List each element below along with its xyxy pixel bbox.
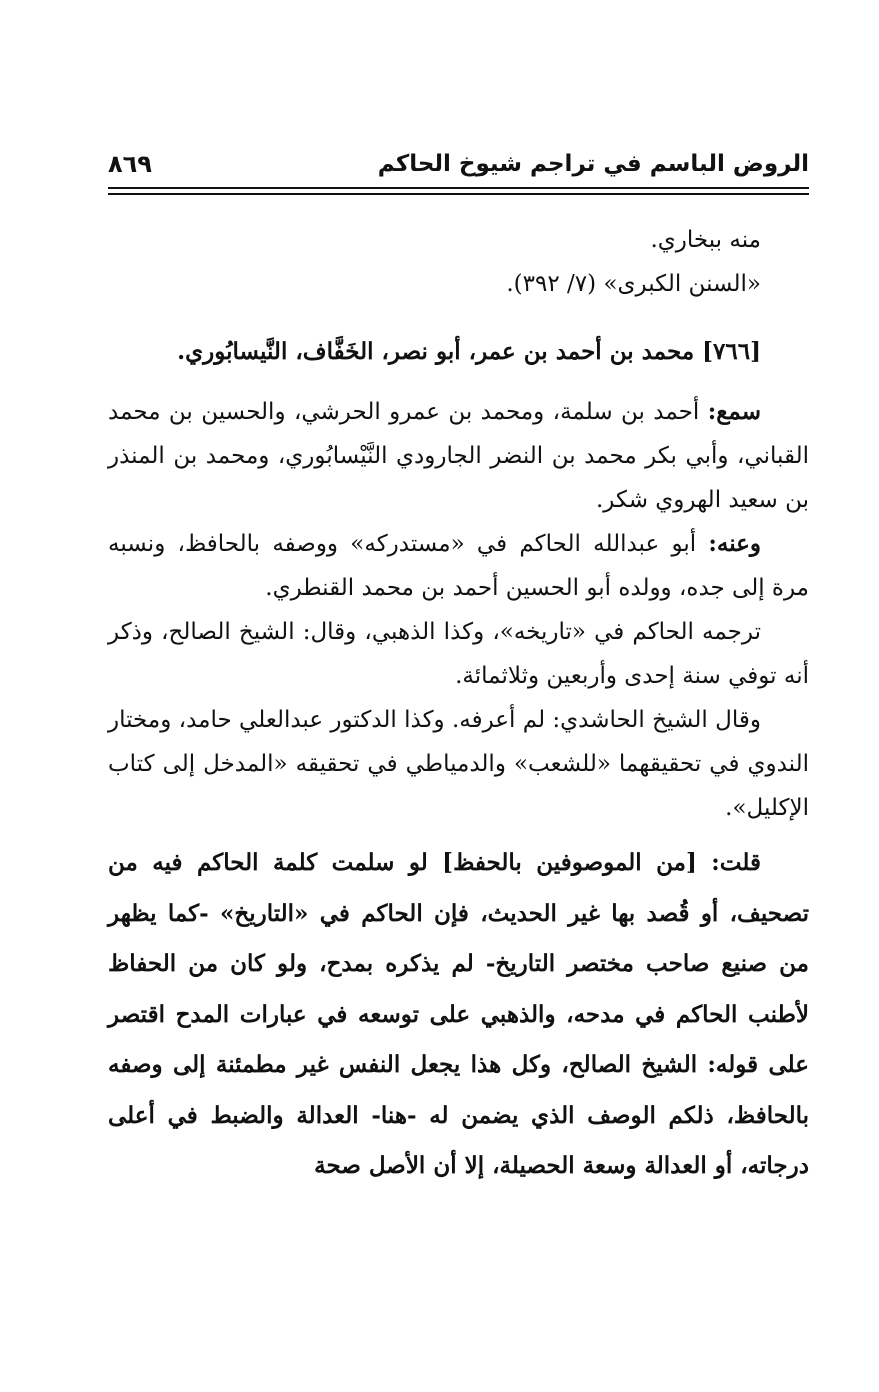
sama-label: سمع:	[707, 398, 762, 425]
citation-line: «السنن الكبرى» (٧/ ٣٩٢).	[506, 271, 761, 297]
header-rule-thick	[108, 187, 809, 189]
paragraph-qultu: قلت: [من الموصوفين بالحفظ] لو سلمت كلمة الحاكم فيه من تصحيف، أو قُصد بها غير الحديث، فإن الحاكم في «التاريخ» -كما يظهر من صنيع صاحب مختصر التاريخ- لم يذكره بمدح، ولو كان من الحفاظ لأطنب الحاكم في مدحه، والذهبي على توسعه في عبارات المدح اقتصر على قوله: الشيخ الصالح، وكل هذا يجعل النفس غير مطمئنة إلى وصفه بالحافظ، ذلكم الوصف الذي يضمن له -هنا- العدالة والضبط في أعلى درجاته، أو العدالة وسعة الحصيلة، إلا أن الأصل صحة	[108, 849, 809, 1179]
anhu-text: أبو عبدالله الحاكم في «مستدركه» ووصفه بالحافظ، ونسبه مرة إلى جده، وولده أبو الحسين أحمد بن محمد القنطري.	[108, 531, 809, 601]
text-line: منه ببخاري.	[650, 227, 761, 253]
spacer	[108, 378, 809, 390]
page-number: ٨٦٩	[108, 150, 152, 178]
paragraph-tarjama: ترجمه الحاكم في «تاريخه»، وكذا الذهبي، وقال: الشيخ الصالح، وذكر أنه توفي سنة إحدى وأربعين وثلاثمائة.	[108, 619, 809, 689]
spacer	[108, 306, 809, 326]
paragraph-anhu	[108, 522, 809, 610]
paragraph-sama	[108, 390, 809, 522]
page-body	[108, 218, 809, 1192]
sama-text: أحمد بن سلمة، ومحمد بن عمرو الحرشي، والحسين بن محمد القباني، وأبي بكر محمد بن النضر الجارودي النَّيْسابُوري، ومحمد بن المنذر بن سعيد الهروي شكر.	[108, 399, 809, 513]
paragraph-hashidi: وقال الشيخ الحاشدي: لم أعرفه. وكذا الدكتور عبدالعلي حامد، ومختار الندوي في تحقيقهما «للشعب» والدمياطي في تحقيقه «المدخل إلى كتاب الإكليل».	[108, 707, 809, 821]
header-rule-thin	[108, 193, 809, 195]
anhu-label: وعنه:	[708, 530, 761, 557]
entry-title: [٧٦٦] محمد بن أحمد بن عمر، أبو نصر، الخَفَّاف، النَّيسابُوري.	[177, 338, 761, 365]
running-header	[108, 148, 809, 184]
running-title: الروض الباسم في تراجم شيوخ الحاكم	[377, 151, 809, 177]
